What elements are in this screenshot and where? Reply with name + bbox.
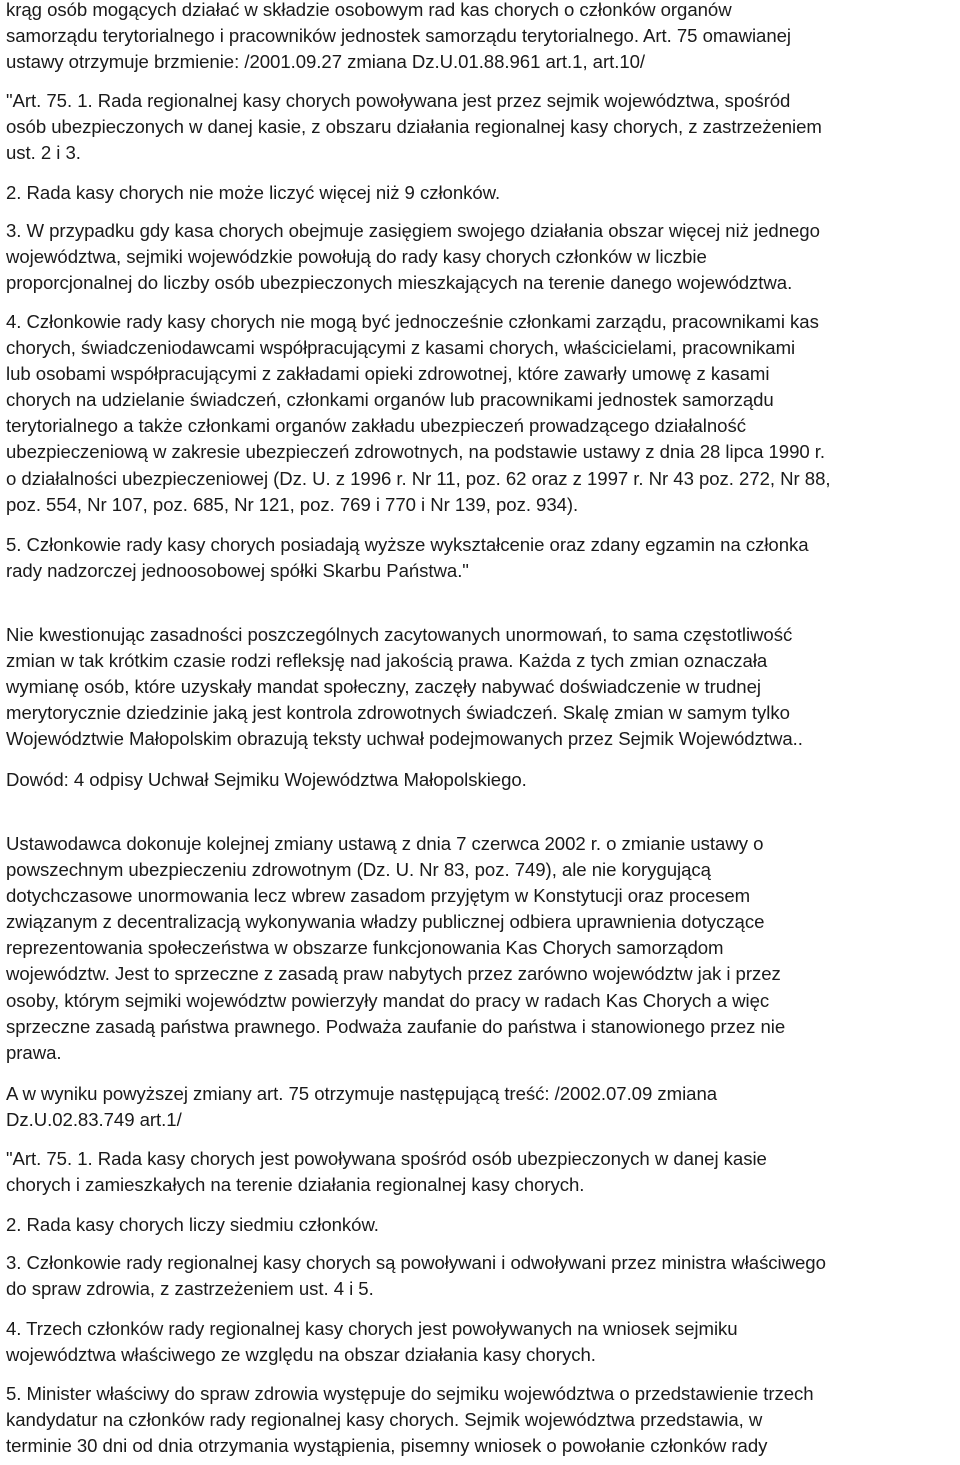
text-line: chorych na udzielanie świadczeń, członkami organów lub pracownikami jednostek samorządu — [6, 389, 774, 411]
text-line: chorych, świadczeniodawcami współpracującymi z kasami chorych, właścicielami, pracownikami — [6, 337, 796, 359]
text-line: krąg osób mogących działać w składzie osobowym rad kas chorych o członków organów — [6, 0, 732, 20]
text-line: do spraw zdrowia, z zastrzeżeniem ust. 4 i 5. — [6, 1278, 374, 1300]
text-line: 2. Rada kasy chorych nie może liczyć więcej niż 9 członków. — [6, 182, 501, 203]
text-line: wymianę osób, które uzyskały mandat społeczny, zaczęły nabywać doświadczenie w trudnej — [6, 676, 761, 698]
paragraph-art75-1-new — [6, 1146, 952, 1198]
paragraph-amendment-2002 — [6, 831, 952, 1066]
paragraph-evidence — [6, 767, 952, 793]
text-line: 4. Członkowie rady kasy chorych nie mogą być jednocześnie członkami zarządu, pracownikami kas — [6, 311, 819, 332]
text-line: reprezentowania społeczeństwa w obszarze funkcjonowania Kas Chorych samorządom — [6, 937, 724, 959]
paragraph-art75-3-new — [6, 1250, 952, 1302]
paragraph-commentary — [6, 622, 952, 752]
text-line: osoby, którym sejmiki województw powierzyły mandat do pracy w radach Kas Chorych a więc — [6, 989, 770, 1011]
text-line: proporcjonalnej do liczby osób ubezpieczonych mieszkających na terenie danego województwa. — [6, 272, 793, 294]
text-line: Nie kwestionując zasadności poszczególnych zacytowanych unormowań, to sama częstotliwość — [6, 624, 793, 645]
text-line: zmian w tak krótkim czasie rodzi refleksję nad jakością prawa. Każda z tych zmian oznaczała — [6, 650, 768, 672]
paragraph-art75-5-new — [6, 1381, 952, 1459]
paragraph-intro — [6, 0, 952, 75]
paragraph-art75-4-old — [6, 309, 952, 518]
text-line: 5. Członkowie rady kasy chorych posiadają wyższe wykształcenie oraz zdany egzamin na członka — [6, 534, 809, 555]
text-line: kandydatur na członków rady regionalnej kasy chorych. Sejmik województwa przedstawia, w — [6, 1409, 763, 1431]
paragraph-art75-2-old — [6, 180, 952, 206]
paragraph-art75-4-new — [6, 1316, 952, 1368]
text-line: prawa. — [6, 1041, 62, 1063]
paragraph-art75-1-old — [6, 88, 952, 166]
text-line: Dz.U.02.83.749 art.1/ — [6, 1109, 182, 1131]
text-line: 3. Członkowie rady regionalnej kasy chorych są powoływani i odwoływani przez ministra właściwego — [6, 1252, 826, 1273]
text-line: 4. Trzech członków rady regionalnej kasy chorych jest powoływanych na wniosek sejmiku — [6, 1318, 738, 1339]
text-line: dotychczasowe unormowania lecz wbrew zasadom przyjętym w Konstytucji oraz procesem — [6, 885, 751, 907]
text-line: lub osobami współpracującymi z zakładami opieki zdrowotnej, które zawarły umowę z kasami — [6, 363, 770, 385]
text-line: Dowód: 4 odpisy Uchwał Sejmiku Województwa Małopolskiego. — [6, 769, 527, 790]
text-line: samorządu terytorialnego i pracowników jednostek samorządu terytorialnego. Art. 75 omawianej — [6, 25, 792, 47]
text-line: Województwie Małopolskim obrazują teksty uchwał podejmowanych przez Sejmik Województwa.. — [6, 728, 803, 750]
text-line: ustawy otrzymuje brzmienie: /2001.09.27 zmiana Dz.U.01.88.961 art.1, art.10/ — [6, 51, 646, 73]
text-line: osób ubezpieczonych w danej kasie, z obszaru działania regionalnej kasy chorych, z zastrzeżeniem — [6, 116, 822, 138]
text-line: o działalności ubezpieczeniowej (Dz. U. z 1996 r. Nr 11, poz. 62 oraz z 1997 r. Nr 43 poz. 272, Nr 88, — [6, 467, 831, 489]
paragraph-new-wording-intro — [6, 1081, 952, 1133]
text-line: terytorialnego a także członkami organów zakładu ubezpieczeń prowadzącego działalność — [6, 415, 746, 437]
text-line: sprzeczne zasadą państwa prawnego. Podważa zaufanie do państwa i stanowionego przez nie — [6, 1015, 786, 1037]
text-line: województw. Jest to sprzeczne z zasadą praw nabytych przez zarówno województw jak i przez — [6, 963, 781, 985]
paragraph-art75-2-new — [6, 1212, 952, 1238]
text-line: Ustawodawca dokonuje kolejnej zmiany ustawą z dnia 7 czerwca 2002 r. o zmianie ustawy o — [6, 833, 764, 854]
text-line: terminie 30 dni od dnia otrzymania wystąpienia, pisemny wniosek o powołanie członków rady — [6, 1435, 768, 1457]
text-line: ubezpieczeniową w zakresie ubezpieczeń zdrowotnych, na podstawie ustawy z dnia 28 lipca 1990 r. — [6, 441, 826, 463]
text-line: związanym z decentralizacją wykonywania władzy publicznej odbiera uprawnienia dotyczące — [6, 911, 765, 933]
text-line: 3. W przypadku gdy kasa chorych obejmuje zasięgiem swojego działania obszar więcej niż jednego — [6, 220, 820, 241]
paragraph-art75-3-old — [6, 218, 952, 296]
text-line: "Art. 75. 1. Rada regionalnej kasy chorych powoływana jest przez sejmik województwa, spośród — [6, 90, 791, 111]
text-line: powszechnym ubezpieczeniu zdrowotnym (Dz. U. Nr 83, poz. 749), ale nie korygującą — [6, 859, 711, 881]
text-line: 5. Minister właściwy do spraw zdrowia występuje do sejmiku województwa o przedstawienie trzech — [6, 1383, 814, 1404]
text-line: 2. Rada kasy chorych liczy siedmiu członków. — [6, 1214, 379, 1235]
text-line: ust. 2 i 3. — [6, 142, 81, 164]
text-line: rady nadzorczej jednoosobowej spółki Skarbu Państwa." — [6, 560, 469, 582]
text-line: "Art. 75. 1. Rada kasy chorych jest powoływana spośród osób ubezpieczonych w danej kasie — [6, 1148, 767, 1169]
text-line: chorych i zamieszkałych na terenie działania regionalnej kasy chorych. — [6, 1174, 585, 1196]
text-line: województwa właściwego ze względu na obszar działania kasy chorych. — [6, 1344, 596, 1366]
text-line: poz. 554, Nr 107, poz. 685, Nr 121, poz. 769 i 770 i Nr 139, poz. 934). — [6, 493, 579, 515]
text-line: A w wyniku powyższej zmiany art. 75 otrzymuje następującą treść: /2002.07.09 zmiana — [6, 1083, 718, 1104]
text-line: merytorycznie dziedzinie jaką jest kontrola zdrowotnych świadczeń. Skalę zmian w samym tylko — [6, 702, 790, 724]
paragraph-art75-5-old — [6, 532, 952, 584]
text-line: województwa, sejmiki wojewódzkie powołują do rady kasy chorych członków w liczbie — [6, 246, 707, 268]
